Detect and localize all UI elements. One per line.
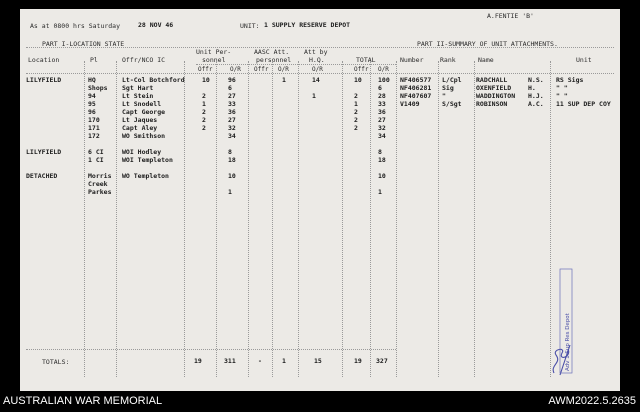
col-name: Name [478, 56, 494, 64]
col-aasc-2: personnel [256, 56, 292, 64]
att-initials: A.C. [528, 100, 544, 108]
row-location: LILYFIELD [26, 148, 62, 156]
col-divider [342, 61, 343, 377]
row-unit-offr: 2 [202, 108, 206, 116]
col-divider [396, 61, 397, 377]
row-offr: Lt Jaques [122, 116, 158, 124]
row-pl: Shops [88, 84, 108, 92]
total-aasc-offr: - [258, 357, 262, 365]
row-pl: HQ [88, 76, 96, 84]
col-total: TOTAL [356, 56, 376, 64]
col-unit-pers-2: sonnel [202, 56, 226, 64]
sub-offr-aasc: Offr [254, 66, 269, 73]
as-at-label: As at 0800 hrs Saturday [30, 22, 121, 30]
att-initials: H.J. [528, 92, 544, 100]
row-pl: Creek [88, 180, 108, 188]
col-att-2: H.Q. [309, 56, 325, 64]
row-unit-offr: 10 [202, 76, 210, 84]
att-number: NF406281 [400, 84, 432, 92]
footer-institution: AUSTRALIAN WAR MEMORIAL [3, 395, 163, 407]
att-rank: Sig [442, 84, 454, 92]
col-unit: Unit [576, 56, 592, 64]
footer-accession: AWM2022.5.2635 [548, 395, 636, 407]
stamp-text: Adv 1 Sup Res Depot [565, 313, 571, 371]
row-pl: 1 CI [88, 156, 104, 164]
att-rank: L/Cpl [442, 76, 462, 84]
row-unit-or: 34 [228, 132, 236, 140]
sub-or-unit: O/R [230, 66, 241, 73]
row-offr: WOI Hodley [122, 148, 162, 156]
row-pl: 96 [88, 108, 96, 116]
col-pl: Pl [90, 56, 98, 64]
row-offr: Lt Stein [122, 92, 154, 100]
col-divider [550, 61, 551, 377]
att-name: WADDINGTON [476, 92, 516, 100]
att-unit: 11 SUP DEP COY [556, 100, 611, 108]
row-total-offr: 2 [354, 116, 358, 124]
att-initials: H. [528, 84, 536, 92]
att-number: NF407607 [400, 92, 432, 100]
row-unit-or: 8 [228, 148, 232, 156]
rule-sub [196, 64, 396, 65]
col-divider [84, 61, 85, 377]
row-total-or: 18 [378, 156, 386, 164]
col-aasc-1: AASC Att. [254, 48, 290, 56]
att-number: NF406577 [400, 76, 432, 84]
row-total-or: 8 [378, 148, 382, 156]
col-divider [184, 61, 185, 377]
row-total-or: 28 [378, 92, 386, 100]
part1-title: PART I-LOCATION STATE [42, 40, 125, 48]
col-divider [298, 61, 299, 377]
row-unit-or: 36 [228, 108, 236, 116]
row-unit-or: 32 [228, 124, 236, 132]
row-unit-or: 18 [228, 156, 236, 164]
row-unit-offr: 2 [202, 92, 206, 100]
sub-offr-total: Offr [354, 66, 369, 73]
sub-or-att: O/R [312, 66, 323, 73]
col-divider [272, 61, 273, 377]
row-location: LILYFIELD [26, 76, 62, 84]
row-total-offr: 2 [354, 124, 358, 132]
row-pl: 172 [88, 132, 100, 140]
report-date: 28 NOV 46 [138, 21, 174, 29]
row-unit-or: 6 [228, 84, 232, 92]
col-number: Number [400, 56, 424, 64]
att-name: OXENFIELD [476, 84, 512, 92]
col-divider [248, 61, 249, 377]
row-total-or: 6 [378, 84, 382, 92]
row-unit-or: 33 [228, 100, 236, 108]
row-total-or: 100 [378, 76, 390, 84]
col-rank: Rank [440, 56, 456, 64]
total-offr: 19 [354, 357, 362, 365]
row-total-offr: 2 [354, 108, 358, 116]
totals-label: TOTALS: [42, 358, 70, 366]
col-divider [370, 61, 371, 377]
row-unit-or: 1 [228, 188, 232, 196]
row-att: 14 [312, 76, 320, 84]
row-total-or: 1 [378, 188, 382, 196]
att-unit: RS Sigs [556, 76, 584, 84]
att-unit: " " [556, 92, 568, 100]
row-unit-or: 27 [228, 116, 236, 124]
col-divider [116, 61, 117, 377]
row-offr: WO Templeton [122, 172, 169, 180]
att-rank: S/Sgt [442, 100, 462, 108]
total-unit-offr: 19 [194, 357, 202, 365]
row-unit-or: 27 [228, 92, 236, 100]
sub-offr-unit: Offr [198, 66, 213, 73]
row-pl: Parkes [88, 188, 112, 196]
col-unit-pers-1: Unit Per- [196, 48, 232, 56]
row-offr: Sgt Hart [122, 84, 154, 92]
row-att: 1 [312, 92, 316, 100]
row-offr: WO Smithson [122, 132, 166, 140]
att-name: RADCHALL [476, 76, 508, 84]
row-total-or: 32 [378, 124, 386, 132]
row-offr: WOI Templeton [122, 156, 173, 164]
att-unit: " " [556, 84, 568, 92]
row-offr: Lt Snodell [122, 100, 162, 108]
att-rank: " [442, 92, 446, 100]
unit-stamp [557, 267, 577, 377]
row-pl: 95 [88, 100, 96, 108]
col-location: Location [28, 56, 60, 64]
sub-or-aasc: O/R [278, 66, 289, 73]
unit-label: UNIT: [240, 22, 260, 30]
row-location: DETACHED [26, 172, 58, 180]
col-divider [438, 61, 439, 377]
row-offr: Capt Aley [122, 124, 158, 132]
row-offr: Capt George [122, 108, 166, 116]
row-total-offr: 10 [354, 76, 362, 84]
rule-totals [26, 349, 396, 350]
row-aasc-or: 1 [282, 76, 286, 84]
row-unit-offr: 1 [202, 100, 206, 108]
col-divider [216, 61, 217, 377]
col-divider [474, 61, 475, 377]
row-unit-offr: 2 [202, 124, 206, 132]
rule-header [26, 73, 614, 74]
total-unit-or: 311 [224, 357, 236, 365]
total-or: 327 [376, 357, 388, 365]
row-unit-or: 10 [228, 172, 236, 180]
row-total-or: 33 [378, 100, 386, 108]
row-total-or: 34 [378, 132, 386, 140]
row-pl: 170 [88, 116, 100, 124]
att-initials: N.S. [528, 76, 544, 84]
unit-name: 1 SUPPLY RESERVE DEPOT [264, 21, 351, 29]
row-total-offr: 1 [354, 100, 358, 108]
row-pl: Morris [88, 172, 112, 180]
sub-or-total: O/R [378, 66, 389, 73]
total-att: 15 [314, 357, 322, 365]
att-number: V1409 [400, 100, 420, 108]
row-total-or: 10 [378, 172, 386, 180]
col-att-1: Att by [304, 48, 328, 56]
row-offr: Lt-Col Botchford [122, 76, 185, 84]
row-pl: 171 [88, 124, 100, 132]
archive-footer [0, 391, 640, 412]
row-pl: 94 [88, 92, 96, 100]
col-offr-nco: Offr/NCO IC [122, 56, 166, 64]
rule-top [26, 47, 614, 48]
row-total-or: 27 [378, 116, 386, 124]
row-total-offr: 2 [354, 92, 358, 100]
total-aasc-or: 1 [282, 357, 286, 365]
part2-title: PART II-SUMMARY OF UNIT ATTACHMENTS. [417, 40, 558, 48]
form-ref: A.FENTIE 'B' [487, 12, 534, 20]
row-pl: 6 CI [88, 148, 104, 156]
att-name: ROBINSON [476, 100, 508, 108]
row-unit-offr: 2 [202, 116, 206, 124]
row-unit-or: 96 [228, 76, 236, 84]
row-total-or: 36 [378, 108, 386, 116]
document-sheet [20, 9, 620, 391]
